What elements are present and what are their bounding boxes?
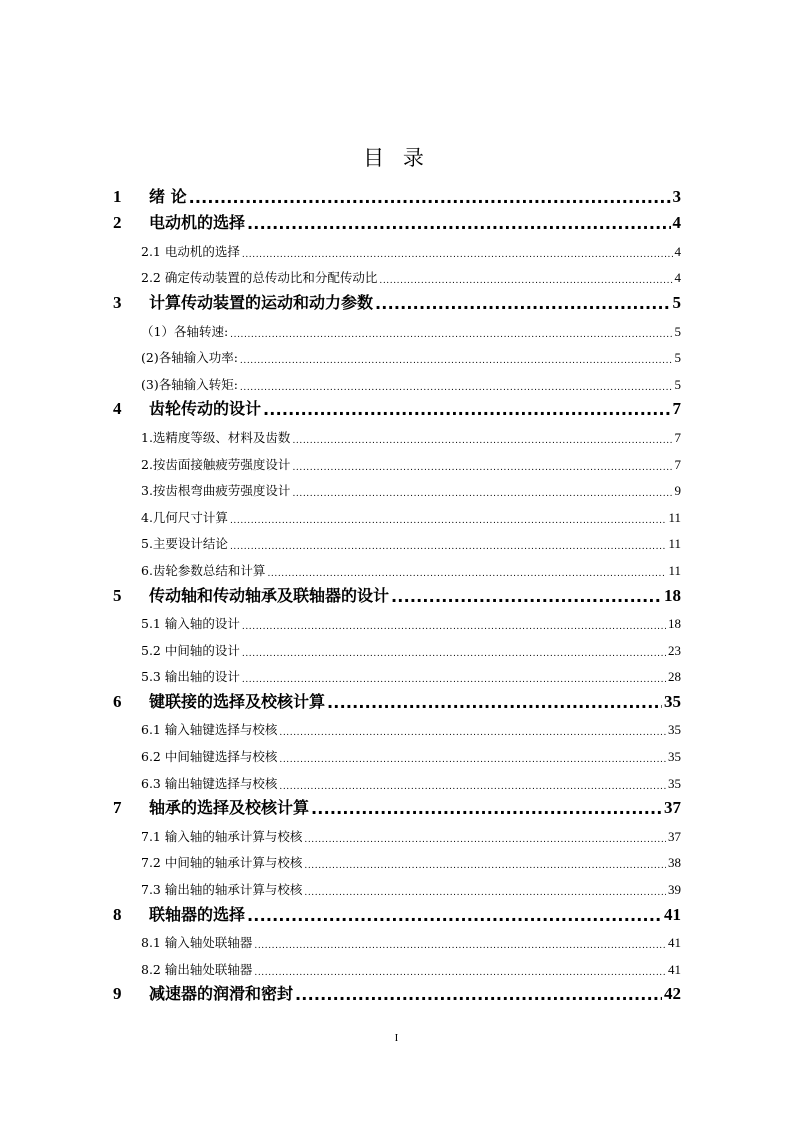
toc-leader-dots (230, 516, 667, 526)
toc-subentry-page: 23 (668, 642, 681, 658)
toc-subentry-title: 6.1 输入轴键选择与校核 (141, 722, 278, 738)
toc-entry-title: 传动轴和传动轴承及联轴器的设计 (149, 585, 390, 605)
toc-entry-page: 18 (664, 585, 681, 605)
toc-entry-page: 35 (664, 691, 681, 711)
toc-entry[interactable] (113, 207, 681, 234)
toc-subentry-page: 41 (668, 961, 681, 977)
toc-subentry[interactable] (113, 233, 681, 260)
toc-subentry[interactable] (113, 925, 681, 952)
toc-entry-title: 轴承的选择及校核计算 (149, 798, 310, 818)
toc-subentry-title: 2.1 电动机的选择 (141, 243, 240, 259)
toc-subentry-title: 3.按齿根弯曲疲劳强度设计 (141, 483, 291, 499)
toc-subentry-page: 39 (668, 882, 681, 898)
toc-entry-number: 5 (113, 585, 122, 605)
toc-entry-page: 4 (672, 213, 681, 233)
toc-subentry[interactable] (113, 340, 681, 367)
toc-subentry-page: 11 (668, 536, 681, 552)
toc-entry-title: 键联接的选择及校核计算 (149, 691, 326, 711)
toc-subentry[interactable] (113, 526, 681, 553)
toc-subentry[interactable] (113, 871, 681, 898)
toc-leader-dots (267, 569, 666, 579)
toc-subentry-title: 5.3 输出轴的设计 (141, 669, 240, 685)
toc-subentry[interactable] (113, 845, 681, 872)
toc-subentry[interactable] (113, 765, 681, 792)
toc-leader-dots (242, 649, 666, 659)
toc-entry-title: 电动机的选择 (149, 213, 246, 233)
toc-leader-dots (254, 968, 666, 978)
toc-subentry-page: 5 (674, 350, 681, 366)
toc-entry-title: 计算传动装置的运动和动力参数 (149, 292, 374, 312)
toc-entry-number: 3 (113, 292, 122, 312)
toc-subentry[interactable] (113, 313, 681, 340)
toc-entry-number: 6 (113, 691, 122, 711)
toc-leader-dots (295, 985, 662, 1004)
toc-entry[interactable] (113, 792, 681, 819)
toc-subentry[interactable] (113, 951, 681, 978)
toc-entry-page: 3 (672, 186, 681, 206)
toc-subentry[interactable] (113, 419, 681, 446)
toc-subentry-title: 6.2 中间轴键选择与校核 (141, 749, 278, 765)
toc-subentry[interactable] (113, 473, 681, 500)
toc-leader-dots (279, 782, 666, 792)
toc-subentry[interactable] (113, 659, 681, 686)
toc-subentry-title: 4.几何尺寸计算 (141, 509, 228, 525)
toc-leader-dots (242, 250, 673, 260)
toc-entry-title: 减速器的润滑和密封 (149, 984, 294, 1004)
toc-leader-dots (240, 383, 673, 393)
toc-subentry-page: 37 (668, 828, 681, 844)
toc-leader-dots (292, 463, 672, 473)
toc-subentry[interactable] (113, 738, 681, 765)
toc-subentry-page: 5 (674, 376, 681, 392)
toc-subentry-page: 9 (674, 483, 681, 499)
toc-leader-dots (279, 728, 666, 738)
toc-entry-title: 绪 论 (149, 186, 187, 206)
toc-leader-dots (391, 587, 662, 606)
toc-entry[interactable] (113, 286, 681, 313)
toc-subentry-page: 35 (668, 775, 681, 791)
toc-entry[interactable] (113, 978, 681, 1005)
toc-title: 目 录 (363, 146, 430, 170)
toc-subentry-title: 5.主要设计结论 (141, 536, 228, 552)
toc-subentry-page: 38 (668, 855, 681, 871)
toc-entry[interactable] (113, 685, 681, 712)
toc-leader-dots (254, 941, 666, 951)
toc-entry[interactable] (113, 898, 681, 925)
toc-leader-dots (189, 188, 671, 207)
toc-leader-dots (242, 675, 666, 685)
toc-subentry-title: 8.2 输出轴处联轴器 (141, 961, 253, 977)
toc-entry-page: 5 (672, 292, 681, 312)
toc-subentry[interactable] (113, 446, 681, 473)
toc-subentry-title: (3)各轴输入转矩: (141, 376, 238, 392)
toc-subentry-title: 5.2 中间轴的设计 (141, 642, 240, 658)
toc-entry-number: 9 (113, 984, 122, 1004)
toc-subentry-title: （1）各轴转速: (141, 323, 229, 339)
toc-leader-dots (230, 542, 667, 552)
toc-entry[interactable] (113, 579, 681, 606)
toc-entry-title: 齿轮传动的设计 (149, 399, 262, 419)
toc-subentry-title: 5.1 输入轴的设计 (141, 616, 240, 632)
toc-subentry-title: 6.齿轮参数总结和计算 (141, 562, 266, 578)
toc-leader-dots (242, 622, 666, 632)
toc-subentry-page: 5 (674, 323, 681, 339)
toc-subentry-page: 35 (668, 749, 681, 765)
toc-subentry[interactable] (113, 606, 681, 633)
toc-subentry[interactable] (113, 260, 681, 287)
toc-leader-dots (379, 276, 672, 286)
toc-entry-page: 7 (672, 399, 681, 419)
toc-leader-dots (247, 906, 662, 925)
toc-subentry-title: (2)各轴输入功率: (141, 350, 238, 366)
toc-entry-number: 7 (113, 798, 122, 818)
toc-subentry-page: 11 (668, 562, 681, 578)
toc-entry-title: 联轴器的选择 (149, 904, 246, 924)
toc-leader-dots (311, 799, 662, 818)
toc-subentry-title: 1.选精度等级、材料及齿数 (141, 429, 291, 445)
toc-subentry-page: 4 (674, 270, 681, 286)
toc-subentry-title: 2.按齿面接触疲劳强度设计 (141, 456, 291, 472)
toc-entry-page: 41 (664, 904, 681, 924)
toc-subentry-page: 41 (668, 935, 681, 951)
toc-subentry-page: 7 (674, 429, 681, 445)
toc-subentry-page: 35 (668, 722, 681, 738)
toc-entry[interactable] (113, 180, 681, 207)
toc-subentry-page: 18 (668, 616, 681, 632)
toc-subentry-title: 7.2 中间轴的轴承计算与校核 (141, 855, 303, 871)
toc-subentry-page: 28 (668, 669, 681, 685)
toc-subentry-page: 4 (674, 243, 681, 259)
toc-entry-number: 8 (113, 904, 122, 924)
toc-subentry-page: 11 (668, 509, 681, 525)
toc-leader-dots (263, 400, 670, 419)
toc-subentry[interactable] (113, 712, 681, 739)
toc-subentry-title: 7.1 输入轴的轴承计算与校核 (141, 828, 303, 844)
toc-leader-dots (327, 693, 662, 712)
toc-entry[interactable] (113, 393, 681, 420)
toc-leader-dots (304, 888, 666, 898)
toc-entry-number: 2 (113, 213, 122, 233)
toc-leader-dots (247, 214, 670, 233)
toc-leader-dots (230, 330, 672, 340)
toc-leader-dots (292, 489, 672, 499)
toc-subentry-page: 7 (674, 456, 681, 472)
toc-entry-number: 1 (113, 186, 122, 206)
toc-leader-dots (304, 835, 666, 845)
toc-leader-dots (304, 861, 666, 871)
toc-subentry[interactable] (113, 499, 681, 526)
toc-subentry-title: 8.1 输入轴处联轴器 (141, 935, 253, 951)
toc-subentry[interactable] (113, 632, 681, 659)
toc-subentry-title: 6.3 输出轴键选择与校核 (141, 775, 278, 791)
toc-leader-dots (279, 755, 666, 765)
toc-subentry-title: 2.2 确定传动装置的总传动比和分配传动比 (141, 270, 378, 286)
toc-subentry[interactable] (113, 366, 681, 393)
toc-subentry[interactable] (113, 818, 681, 845)
table-of-contents (113, 180, 681, 1004)
toc-leader-dots (375, 294, 670, 313)
toc-entry-number: 4 (113, 399, 122, 419)
toc-subentry[interactable] (113, 552, 681, 579)
toc-entry-page: 37 (664, 798, 681, 818)
toc-leader-dots (292, 436, 672, 446)
toc-entry-page: 42 (664, 984, 681, 1004)
toc-subentry-title: 7.3 输出轴的轴承计算与校核 (141, 882, 303, 898)
toc-leader-dots (240, 356, 673, 366)
page-number: I (394, 1032, 399, 1044)
